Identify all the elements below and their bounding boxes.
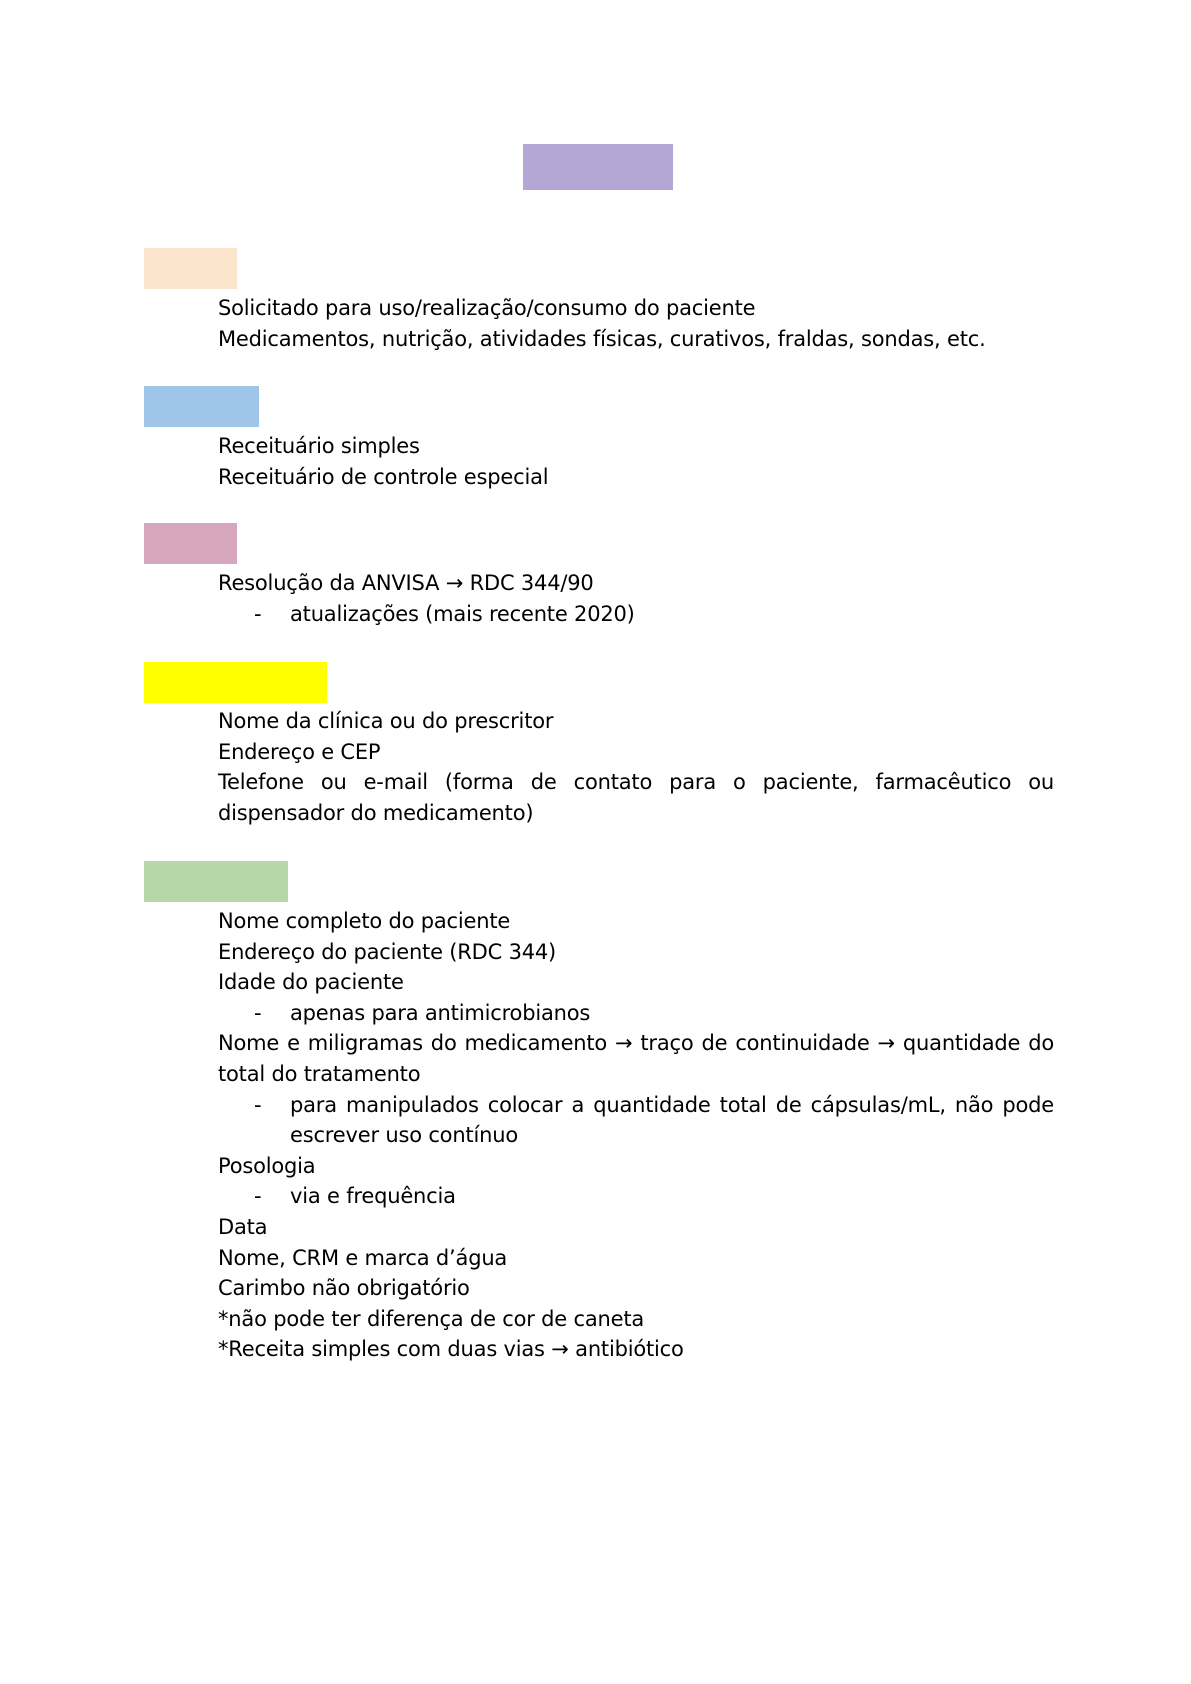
section2-heading-highlight — [144, 386, 259, 427]
section3-bullet — [218, 599, 1054, 630]
section5-body — [218, 906, 1054, 1365]
section5-line: Nome e miligramas do medicamento → traço de continuidade → quantidade do total do tratamento — [218, 1031, 1054, 1086]
dash-marker: - — [254, 1184, 262, 1209]
section2-body — [218, 431, 1054, 492]
section3-heading-highlight — [144, 523, 237, 564]
section2-line: Receituário de controle especial — [218, 464, 549, 489]
section5-bullet-text: via e frequência — [290, 1184, 456, 1209]
section4-line: Telefone ou e-mail (forma de contato para o paciente, farmacêutico ou dispensador do medicamento) — [218, 770, 1054, 825]
section5-heading-highlight — [144, 861, 288, 902]
section5-bullet — [218, 998, 1054, 1029]
section5-bullet-text: apenas para antimicrobianos — [290, 1000, 591, 1025]
section5-bullet — [218, 1090, 1054, 1151]
section4-heading-highlight — [144, 662, 327, 703]
section5-line: Nome completo do paciente — [218, 909, 511, 933]
section5-line: Data — [218, 1214, 268, 1239]
section1-heading-highlight — [144, 248, 237, 289]
section3-line: Resolução da ANVISA → RDC 344/90 — [218, 571, 594, 595]
section5-bullet-text: para manipulados colocar a quantidade total de cápsulas/mL, não pode escrever uso contínuo — [290, 1092, 1054, 1148]
section5-line: Nome, CRM e marca d’água — [218, 1245, 508, 1270]
section5-line: Idade do paciente — [218, 970, 404, 995]
section5-bullet — [218, 1181, 1054, 1212]
section2-line: Receituário simples — [218, 434, 420, 458]
section1-line: Medicamentos, nutrição, atividades físicas, curativos, fraldas, sondas, etc. — [218, 326, 986, 351]
section3-bullet-text: atualizações (mais recente 2020) — [290, 601, 635, 626]
section4-line: Endereço e CEP — [218, 739, 381, 764]
section1-line: Solicitado para uso/realização/consumo do paciente — [218, 296, 756, 320]
section4-body — [218, 706, 1054, 828]
section4-line: Nome da clínica ou do prescritor — [218, 709, 554, 733]
section3-body — [218, 568, 1054, 629]
title-highlight — [523, 144, 673, 190]
section5-note: *não pode ter diferença de cor de caneta — [218, 1306, 645, 1331]
section5-line: Endereço do paciente (RDC 344) — [218, 939, 557, 964]
section5-line: Posologia — [218, 1153, 316, 1178]
section5-note: *Receita simples com duas vias → antibiótico — [218, 1337, 684, 1362]
section1-body — [218, 293, 1054, 354]
dash-marker: - — [254, 1000, 262, 1025]
dash-marker: - — [254, 601, 262, 626]
section5-line: Carimbo não obrigatório — [218, 1276, 470, 1301]
dash-marker: - — [254, 1092, 262, 1117]
